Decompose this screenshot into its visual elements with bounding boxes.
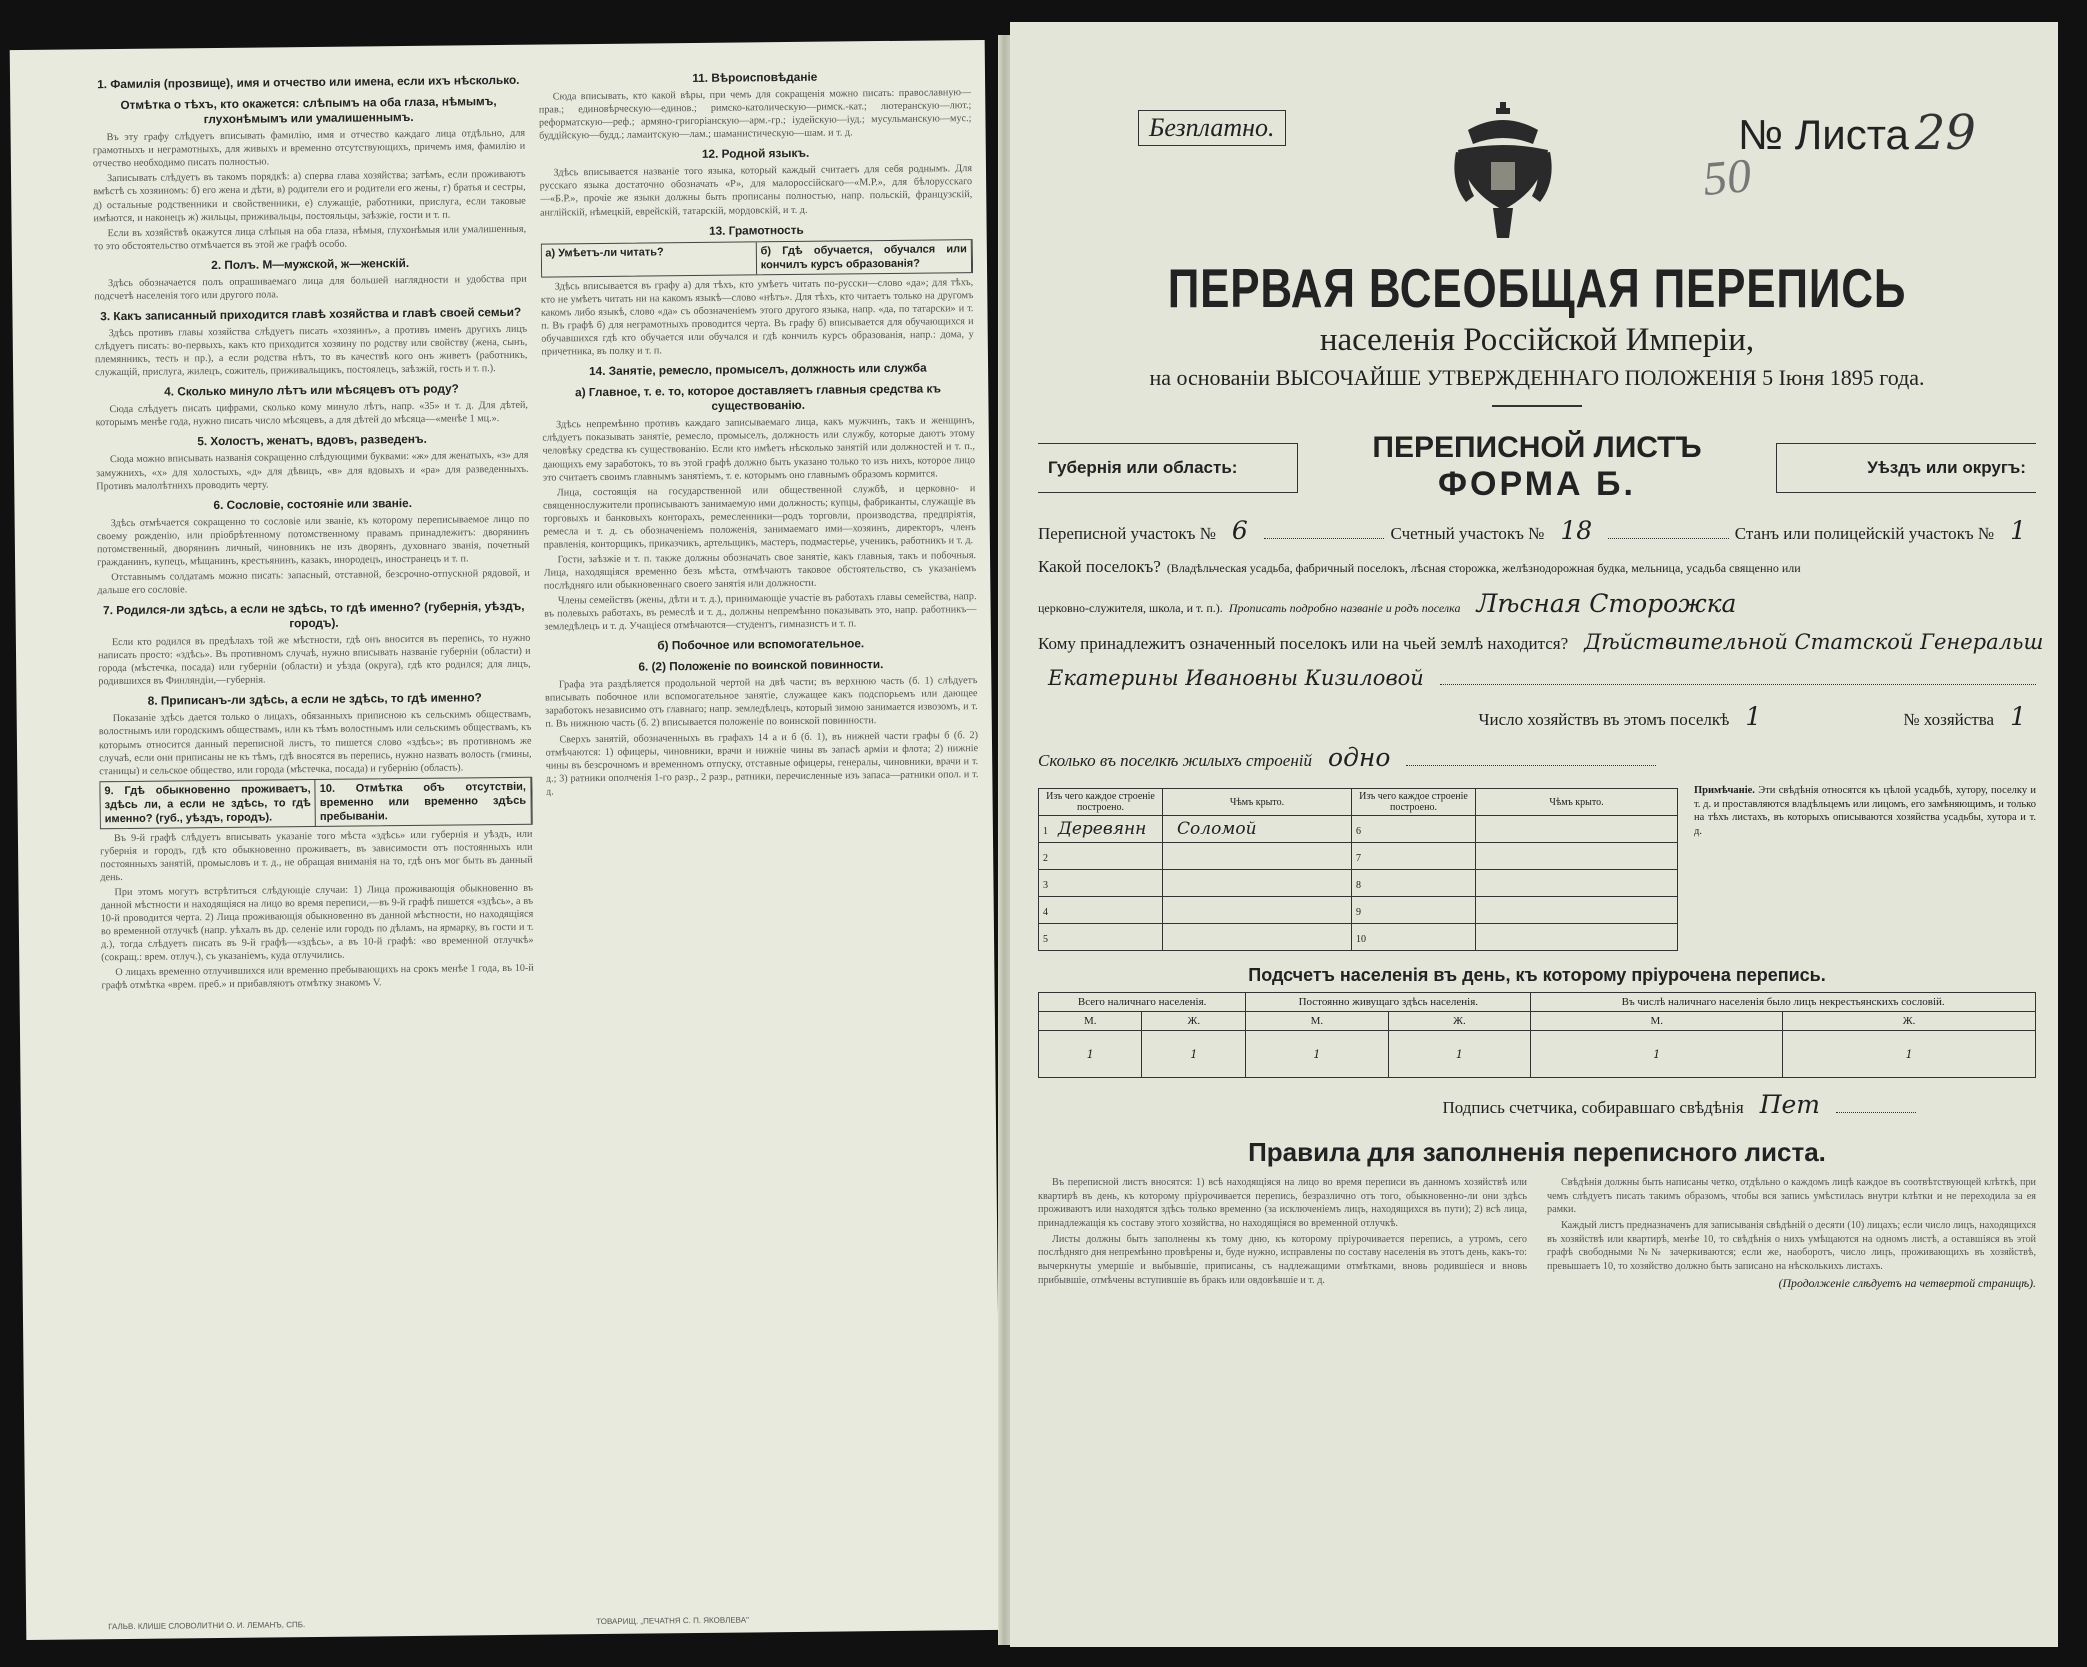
- rules-column-1: Въ переписной листъ вносятся: 1) всѣ находящіяся на лицо во время переписи въ данномъ хозяйствѣ или квартирѣ въ день, къ которому пріурочивается перепись, безразлично отъ того, обыкновенно-ли они здѣсь проживаютъ или находятся здѣсь только временно (за исключеніемъ лицъ, находящихся въ пути); 2) всѣ лица, принадлежащія къ составу этого хозяйства, но находящіяся во временной отлучкѣ. Листы должны быть заполнены къ тому дню, къ которому пріурочивается перепись, а утромъ, сего послѣдняго дня непремѣнно провѣрены и, буде нужно, исправлены по составу населенія въ этотъ день, какъ-то: вычеркнуты умершіе и выбывшіе, приписаны, съ надлежащими отмѣтками, вновь родившіеся и вновь прибывшіе, отмѣчены вступившіе въ бракъ или овдовѣвшіе и т. д.: [1038, 1177, 1527, 1286]
- building-material-hand: Деревянн: [1058, 819, 1147, 839]
- note-block: [1694, 784, 2036, 951]
- sections-9-10-header: [99, 776, 532, 829]
- building-material-hand: [1048, 846, 1068, 866]
- section-10-heading: 10. Отмѣтка объ отсутствіи, временно или временно здѣсь пребываніи.: [316, 777, 532, 825]
- areas-line: [1038, 516, 2036, 545]
- census-title: ПЕРВАЯ ВСЕОБЩАЯ ПЕРЕПИСЬ: [1167, 257, 1907, 319]
- settlement-hint-1: (Владѣльческая усадьба, фабричный поселокъ, лѣсная сторожка, желѣзнодорожная будка, мельница, усадьба священно или: [1166, 561, 1801, 575]
- buildings-row: [1039, 924, 1678, 951]
- owner-label: Кому принадлежитъ означенный поселокъ или на чьей землѣ находится?: [1038, 634, 1569, 653]
- continued-note: (Продолженіе слѣдуетъ на четвертой страницѣ).: [1778, 1275, 2036, 1290]
- left-column-2: 11. Вѣроисповѣданіе Сюда вписывать, кто какой вѣры, при чемъ для сокращенія можно писать: православную—прав.; единовѣрческую—единов.; римско-католическую—римск.-кат.; лютеранскую—лют.; реформатскую—реф.; армяно-григоріанскую—арм.-гр.; іудейскую—іуд.; мусульманскую—мус.; буддійскую—будд.; ламаитскую—лам.; шаманистическую—шам. и т. д. 12. Родной языкъ. Здѣсь вписывается названіе того языка, который каждый считаетъ для себя роднымъ. Для русскаго языка достаточно обозначать «Р», для малороссійскаго—«М.Р.», для бѣлорусскаго—«Б.Р.», прочіе же языки должны быть прописаны полностью, напр. польскій, французскій, англійскій, нѣмецкій, еврейскій, татарскій, мордовскій, и т. д. 13. Грамотность а) Умѣетъ-ли читать? б) Гдѣ обучается, обучался или кончилъ курсъ образованія? Здѣсь вписывается въ графу а) для тѣхъ, кто умѣетъ читать по-русски—слово «да»; для тѣхъ, кто не умѣетъ читать ни на какомъ языкѣ—слово «нѣтъ». Для тѣхъ, кто читаетъ только на другомъ какомъ либо языкѣ, слово «да» съ обозначеніемъ этого другого языка, напр. «да, по татарски» и т. п. Въ графѣ б) для неграмотныхъ проводится черта. Въ графу б) вписывается для обучающихся и обучавшихся гдѣ кто обучается или обучался и гдѣ кончилъ курсъ образованія, напр.: дома, у причетника, въ полку и т. п. 14. Занятіе, ремесло, промыселъ, должность или служба а) Главное, т. е. то, которое доставляетъ главныя средства къ существованію. Здѣсь непремѣнно противъ каждаго записываемаго лица, какъ мужчинъ, такъ и женщинъ, слѣдуетъ показывать занятіе, ремесло, промыселъ, должность или службу, которые даютъ этому человѣку средства къ существованію. Если кто имѣетъ нѣсколько занятій или должностей и т. п., дающихъ ему заработокъ, то въ этой графѣ должно быть указано только то изъ нихъ, которое лицо это считаетъ своимъ главнымъ занятіемъ, т. е. которымъ оно главнымъ образомъ кормится. Лица, состоящія на государственной или общественной службѣ, и церковно- и священнослужители прописываютъ занимаемую ими должность; купцы, фабриканты, служащіе въ торговыхъ и банковыхъ конторахъ, ремесленники—родъ торговли, производства, предпріятія, ремесла и т. д. съ обозначеніемъ положенія, занимаемаго ими—хозяинъ, директоръ, членъ правленія, конторщикъ, приказчикъ, артельщикъ, мастеръ, подмастерье, ученикъ, работникъ и т. д. Гости, заѣзжіе и т. п. также должны обозначать свое занятіе, какъ главныя, такъ и побочныя. Лица, находящіяся временно безъ мѣста, отмѣчаютъ таковое обстоятельство, съ указаніемъ послѣдняго или обыкновеннаго своего занятія или должности. Члены семействъ (жены, дѣти и т. д.), принимающіе участіе въ работахъ главы семейства, напр. въ полевыхъ работахъ, въ ремеслѣ и т. д., должны непремѣнно показывать это, напр. работникъ—земледѣлецъ и т. д. Учащіеся отмѣчаются—студентъ, гимназистъ и т. п. б) Побочное или вспомогательное. 6. (2) Положеніе по воинской повинности. Графа эта раздѣляется продольной чертой на двѣ части; въ верхнюю часть (б. 1) слѣдуетъ вписывать побочное или вспомогательное занятіе, служащее какъ подспорьемъ или дающее заработокъ независимо отъ главнаго; напр. земледѣлецъ, который зимою занимается извозомъ, и т. п. Въ нижнюю часть (б. 2) вписывается положеніе по воинской повинности. Сверхъ занятій, обозначенныхъ въ графахъ 14 а и б (б. 1), въ нижней части графы б (б. 2) отмѣчаются: 1) офицеры, чиновники, врачи и нижніе чины въ запасѣ арміи и флота; 2) нижніе чины въ безсрочномъ и временномъ отпуску, отставные офицеры, генералы, чиновники, врачи и т. д.; 3) ратники ополченія 1-го разр., 2 разр., ратники, перечисленные изъ запаса—ратники опол. и т. д.: [538, 69, 979, 798]
- building-material-hand: [1361, 900, 1381, 920]
- building-material-cell: [1352, 897, 1476, 924]
- settlement-line: [1038, 557, 2036, 577]
- header-row: [1038, 40, 2036, 220]
- section-11-heading: 11. Вѣроисповѣданіе: [692, 69, 818, 86]
- building-roof-cell: [1476, 843, 1678, 870]
- building-material-cell: [1352, 924, 1476, 951]
- form-header: [1038, 431, 2036, 504]
- owner-line: [1038, 630, 2044, 654]
- signature-line: [1038, 1090, 1916, 1119]
- household-no-label: № хозяйства: [1903, 710, 1995, 729]
- owner-value-2: Екатерины Ивановны Кизиловой: [1048, 666, 1424, 690]
- settlement-hint-2: церковно-служителя, школа, и т. п.).: [1038, 601, 1223, 615]
- households-line: [1038, 702, 2036, 731]
- form-name: ФОРМА Б.: [1438, 465, 1636, 503]
- settlement-label: Какой поселокъ?: [1038, 557, 1161, 576]
- note-text: Эти свѣдѣнія относятся къ цѣлой усадьбѣ, хутору, поселку и т. д. и проставляются владѣльцемъ или лицомъ, его замѣняющимъ, и только на тѣхъ листахъ, въ которыхъ описываются хозяйства усадьбы, хутора и т. д.: [1694, 785, 2037, 837]
- male-count: 1: [1039, 1031, 1142, 1078]
- section-14-a: а) Главное, т. е. то, которое доставляетъ главныя средства къ существованію.: [575, 381, 942, 414]
- section-13-subheader: [540, 239, 973, 278]
- building-roof-cell: [1163, 870, 1352, 897]
- building-number: 1: [1043, 826, 1048, 837]
- rules-columns: [1038, 1176, 2036, 1294]
- building-roof-cell: [1163, 924, 1352, 951]
- household-no-value: 1: [2010, 702, 2026, 731]
- building-roof-cell: [1476, 897, 1678, 924]
- population-col-head: Постоянно живущаго здѣсь населенія.: [1246, 993, 1531, 1012]
- buildings-row: [1039, 843, 1678, 870]
- building-material-cell: [1039, 816, 1163, 843]
- section-1-heading: 1. Фамилія (прозвище), имя и отчество или имена, если ихъ нѣсколько.: [97, 72, 520, 92]
- section-7-heading: 7. Родился-ли здѣсь, а если не здѣсь, то гдѣ именно? (губернія, уѣздъ, городъ).: [103, 598, 525, 631]
- building-material-value: [1480, 846, 1500, 866]
- building-number: 6: [1356, 826, 1361, 837]
- building-material-cell: [1039, 897, 1163, 924]
- province-field: Губернія или область:: [1038, 443, 1298, 493]
- households-value: 1: [1745, 702, 1762, 731]
- section-13-heading: 13. Грамотность: [708, 222, 804, 238]
- building-material-value: [1480, 927, 1500, 947]
- building-material-value: [1167, 927, 1187, 947]
- pencil-number: 50: [1700, 149, 1754, 206]
- female-count: 1: [1142, 1031, 1246, 1078]
- buildings-col-material: Изъ чего каждое строеніе построено.: [1039, 789, 1163, 816]
- section-14-heading: 14. Занятіе, ремесло, промыселъ, должность или служба: [588, 360, 927, 379]
- dwellings-line: [1038, 743, 2036, 772]
- male-label: М.: [1039, 1012, 1142, 1031]
- building-number: 9: [1356, 907, 1361, 918]
- settlement-line-2: [1038, 589, 2036, 618]
- section-2-heading: 2. Полъ. М—мужской, ж—женскій.: [211, 255, 410, 272]
- building-roof-cell: [1476, 870, 1678, 897]
- buildings-col-material-2: Изъ чего каждое строеніе построено.: [1352, 789, 1476, 816]
- building-material-hand: [1366, 927, 1386, 947]
- population-title: Подсчетъ населенія въ день, къ которому пріурочена перепись.: [1248, 965, 1826, 985]
- section-1-note: Отмѣтка о тѣхъ, кто окажется: слѣпымъ на оба глаза, нѣмымъ, глухонѣмымъ или умалишеннымъ.: [120, 94, 497, 127]
- building-material-value: [1167, 846, 1187, 866]
- police-value: 1: [2010, 516, 2027, 545]
- population-heads: [1039, 993, 2036, 1012]
- section-3-heading: 3. Какъ записанный приходится главѣ хозяйства и главѣ своей семьи?: [100, 304, 522, 324]
- section-14-b: б) Побочное или вспомогательное.: [657, 636, 865, 653]
- sheet-number: [1738, 105, 1976, 161]
- settlement-hint-3: Прописать подробно названіе и родъ поселка: [1228, 601, 1461, 615]
- rules-column-2: Свѣдѣнія должны быть написаны четко, отдѣльно о каждомъ лицѣ каждое въ соотвѣтствующей клѣткѣ, при чемъ слѣдуетъ писать такимъ образомъ, чтобы вся запись умѣстилась внутри клѣтки и не переходила за ея рамки. Каждый листъ предназначенъ для записыванія свѣдѣній о десяти (10) лицахъ; если число лицъ, находящихся въ хозяйствѣ или квартирѣ, менѣе 10, то свѣдѣнія о нихъ умѣщаются на одномъ листѣ, а оставшіяся въ этой графѣ свободными №№ зачеркиваются; если же, наоборотъ, число лицъ, проживающихъ въ хозяйствѣ, превышаетъ 10, то хозяйство должно быть записано на нѣсколькихъ листахъ. (Продолженіе слѣдуетъ на четвертой страницѣ).: [1547, 1177, 2036, 1290]
- building-roof-cell: [1163, 816, 1352, 843]
- page-fold: [998, 35, 1010, 1645]
- building-material-hand: [1361, 819, 1381, 839]
- dwellings-label: Сколько въ поселкѣ жилыхъ строеній: [1038, 751, 1313, 770]
- count-area-label: Счетный участокъ №: [1390, 524, 1545, 543]
- census-basis: на основаніи ВЫСОЧАЙШЕ УТВЕРЖДЕННАГО ПОЛОЖЕНІЯ 5 Іюня 1895 года.: [1149, 365, 1925, 390]
- building-number: 3: [1043, 880, 1048, 891]
- building-material-cell: [1039, 870, 1163, 897]
- buildings-row: [1039, 870, 1678, 897]
- female-count: 1: [1783, 1031, 2036, 1078]
- owner-line-2: [1038, 666, 2036, 690]
- section-13-a: а) Умѣетъ-ли читать?: [541, 242, 757, 276]
- note-label: Примѣчаніе.: [1694, 785, 1755, 796]
- owner-value-1: Дѣйствительной Статской Генеральш: [1584, 630, 2044, 654]
- building-material-hand: [1361, 873, 1381, 893]
- census-subtitle: населенія Россійской Имперіи,: [1319, 322, 1755, 358]
- female-label: Ж.: [1783, 1012, 2036, 1031]
- buildings-col-roof-2: Чѣмъ крыто.: [1476, 789, 1678, 816]
- building-material-hand: [1048, 927, 1068, 947]
- male-count: 1: [1531, 1031, 1783, 1078]
- buildings-body: [1039, 816, 1678, 951]
- building-material-hand: [1048, 873, 1068, 893]
- building-material-cell: [1039, 843, 1163, 870]
- sheet-number-label: № Листа: [1738, 111, 1909, 158]
- building-material-cell: [1039, 924, 1163, 951]
- settlement-value: Лѣсная Сторожка: [1476, 589, 1737, 618]
- building-number: 8: [1356, 880, 1361, 891]
- population-table: [1038, 992, 2036, 1078]
- households-label: Число хозяйствъ въ этомъ поселкѣ: [1478, 710, 1730, 729]
- buildings-section: [1038, 784, 2036, 951]
- sheet-number-value: 29: [1914, 105, 1976, 161]
- form-title-block: [1372, 431, 1701, 504]
- female-count: 1: [1388, 1031, 1531, 1078]
- female-label: Ж.: [1388, 1012, 1531, 1031]
- police-label: Станъ или полицейскій участокъ №: [1734, 524, 1995, 543]
- section-5-heading: 5. Холостъ, женатъ, вдовъ, разведенъ.: [197, 432, 427, 449]
- left-column-1: 1. Фамилія (прозвище), имя и отчество или имена, если ихъ нѣсколько. Отмѣтка о тѣхъ, кто окажется: слѣпымъ на оба глаза, нѣмымъ, глухонѣмымъ или умалишеннымъ. Въ эту графу слѣдуетъ вписывать фамилію, имя и отчество каждаго лица отдѣльно, для грамотныхъ и неграмотныхъ, для живыхъ и временно отсутствующихъ, причемъ имя, фамилію и отчество необходимо писать полностью. Записывать слѣдуетъ въ такомъ порядкѣ: а) сперва глава хозяйства; затѣмъ, если проживаютъ вмѣстѣ съ хозяиномъ: б) его жена и дѣти, в) родители его и родители его жены, г) братья и сестры, д) остальные родственники и свойственники, е) служащіе, работники, прислуга, если таковые имѣются, и наконецъ ж) жильцы, приживальцы, постояльцы, заѣзжіе, гости и т. п. Если въ хозяйствѣ окажутся лица слѣпыя на оба глаза, нѣмыя, глухонѣмыя или умалишенныя, то это обстоятельство отмѣчается въ этой же графѣ особо. 2. Полъ. М—мужской, ж—женскій. Здѣсь обозначается полъ опрашиваемаго лица для большей наглядности и удобства при подсчетѣ населенія того или другого пола. 3. Какъ записанный приходится главѣ хозяйства и главѣ своей семьи? Здѣсь противъ главы хозяйства слѣдуетъ писать «хозяинъ», а противъ именъ другихъ лицъ слѣдуетъ писать: во-первыхъ, какъ кто приходится хозяину по родству или свойству (жена, сынъ, племянникъ, тесть и пр.), а если родства нѣтъ, то въ качествѣ кого онъ живетъ (работникъ, служащій, прислуга, жилецъ, сожитель, приживальщикъ, постоялецъ, заѣзжій, гость и т. п.). 4. Сколько минуло лѣтъ или мѣсяцевъ отъ роду? Сюда слѣдуетъ писать цифрами, сколько кому минуло лѣтъ, напр. «35» и т. д. Для дѣтей, которымъ менѣе года, нужно писать число мѣсяцевъ, а для дѣтей до мѣсяца—«менѣе 1 мц.». 5. Холостъ, женатъ, вдовъ, разведенъ. Сюда можно вписывать названія сокращенно слѣдующими буквами: «ж» для женатыхъ, «з» для замужнихъ, «х» для холостыхъ, «д» для дѣвицъ, «в» для вдовыхъ и «ра» для разведенныхъ. Противъ малолѣтнихъ проводить черту. 6. Сословіе, состояніе или званіе. Здѣсь отмѣчается сокращенно то сословіе или званіе, къ которому переписываемое лицо по своему рожденію, или пріобрѣтенному потомственному правамъ принадлежитъ: дворянинъ потомственный, дворянинъ личный, чиновникъ не изъ дворянъ, духовнаго званія, почетный гражданинъ, купецъ, мѣщанинъ, крестьянинъ, казакъ, инородецъ, иностранецъ и т. п. Отставнымъ солдатамъ можно писать: запасный, отставной, безсрочно-отпускной рядовой, и дальше его сословіе. 7. Родился-ли здѣсь, а если не здѣсь, то гдѣ именно? (губернія, уѣздъ, городъ). Если кто родился въ предѣлахъ той же мѣстности, гдѣ онъ вносится въ перепись, то нужно написать просто: «здѣсь». Въ противномъ случаѣ, нужно вписывать названіе губерніи (области) и города (мѣстечка, посада) или губерніи (области) и уѣзда (округа), гдѣ кто родился; для лицъ, родившихся въ Финляндіи,—губернія. 8. Приписанъ-ли здѣсь, а если не здѣсь, то гдѣ именно? Показаніе здѣсь дается только о лицахъ, обязанныхъ приписною къ сельскимъ обществамъ, волостнымъ или городскимъ обществамъ, или къ тѣмъ волостнымъ или сельскимъ обществамъ, къ которымъ относится данный переписной листъ, то пишется слово «здѣсь»; въ противномъ же случаѣ, если они приписаны не къ тѣмъ, гдѣ вносятся въ перепись, нужно назвать волость (гмины, станицы) и сельское общество, или города (мѣстечка, посада) и губернію (область). 9. Гдѣ обыкновенно проживаетъ, здѣсь ли, а если не здѣсь, то гдѣ именно? (губ., уѣздъ, городъ). 10. Отмѣтка объ отсутствіи, временно или временно здѣсь пребываніи. Въ 9-й графѣ слѣдуетъ вписывать указаніе того мѣста «здѣсь» или губернія и уѣздъ, или губернія и городъ, гдѣ кто обыкновенно проживаетъ, въ зависимости отъ постоянныхъ или постоянныхъ занятій, промысловъ и т. д., не обращая вниманія на то, гдѣ онъ мог быть въ данный день. При этомъ могутъ встрѣтиться слѣдующіе случаи: 1) Лица проживающія обыкновенно въ данной мѣстности и находящіяся на лицо во время переписи,—въ 9-й графѣ пишется «здѣсь», а въ 10-й проводится черта. 2) Лица проживающія обыкновенно въ данной мѣстности, но находящіяся во временной отлучкѣ (напр. уѣхалъ въ др. селеніе или городъ по дѣламъ, на ярмарку, въ гости и т. д.), тогда слѣдуетъ писать въ 9-й графѣ—«здѣсь», а въ 10-й графѣ: «во временной отлучкѣ» (сокращ.: врем. отлуч.), съ указаніемъ, куда отлучились. О лицахъ временно отлучившихся или временно пребывающихъ на срокъ менѣе 1 года, въ 10-й графѣ отмѣтка «врем. преб.» и прибавляютъ отмѣтку знакомъ V.: [92, 72, 534, 992]
- population-col-head: Всего наличнаго населенія.: [1039, 993, 1246, 1012]
- count-area-value: 18: [1560, 516, 1593, 545]
- building-material-value: Соломой: [1177, 819, 1257, 839]
- signature-label: Подпись счетчика, собиравшаго свѣдѣнія: [1442, 1098, 1744, 1117]
- building-roof-cell: [1163, 843, 1352, 870]
- building-material-value: [1480, 819, 1500, 839]
- rules-title: Правила для заполненія переписного листа.: [1248, 1137, 1826, 1167]
- building-number: 10: [1356, 934, 1366, 945]
- census-area-value: 6: [1231, 516, 1248, 545]
- buildings-table: [1038, 788, 1678, 951]
- male-label: М.: [1246, 1012, 1388, 1031]
- building-number: 5: [1043, 934, 1048, 945]
- building-roof-cell: [1476, 924, 1678, 951]
- divider: [1492, 405, 1582, 407]
- building-number: 4: [1043, 907, 1048, 918]
- buildings-col-roof: Чѣмъ крыто.: [1163, 789, 1352, 816]
- building-material-cell: [1352, 843, 1476, 870]
- section-9-heading: 9. Гдѣ обыкновенно проживаетъ, здѣсь ли, а если не здѣсь, то гдѣ именно? (губ., уѣздъ, городъ).: [100, 780, 316, 828]
- population-values: [1039, 1031, 2036, 1078]
- district-field: Уѣздъ или округъ:: [1776, 443, 2036, 493]
- building-number: 7: [1356, 853, 1361, 864]
- section-8-heading: 8. Приписанъ-ли здѣсь, а если не здѣсь, то гдѣ именно?: [147, 690, 482, 709]
- signature-value: Пет: [1759, 1090, 1820, 1119]
- population-col-head: Въ числѣ наличнаго населенія было лицъ некрестьянскихъ сословій.: [1531, 993, 2036, 1012]
- male-label: М.: [1531, 1012, 1783, 1031]
- free-label: Безплатно.: [1138, 110, 1286, 146]
- buildings-row: [1039, 897, 1678, 924]
- section-13-b: б) Гдѣ обучается, обучался или кончилъ курсъ образованія?: [757, 240, 973, 274]
- left-page: [10, 40, 1002, 1640]
- population-sex-labels: [1039, 1012, 2036, 1031]
- section-12-heading: 12. Родной языкъ.: [701, 146, 810, 162]
- left-imprint: ГАЛЬВ. КЛИШЕ СЛОВОЛИТНИ О. И. ЛЕМАНЪ, СПБ.: [108, 1620, 306, 1632]
- building-material-hand: [1048, 900, 1068, 920]
- building-material-cell: [1352, 816, 1476, 843]
- building-number: 2: [1043, 853, 1048, 864]
- buildings-row: [1039, 816, 1678, 843]
- building-roof-cell: [1163, 897, 1352, 924]
- section-4-heading: 4. Сколько минуло лѣтъ или мѣсяцевъ отъ роду?: [164, 381, 459, 399]
- building-material-value: [1167, 900, 1187, 920]
- building-material-cell: [1352, 870, 1476, 897]
- building-material-hand: [1361, 846, 1381, 866]
- right-page: [1010, 22, 2058, 1647]
- building-roof-cell: [1476, 816, 1678, 843]
- imperial-eagle-emblem: [1448, 100, 1558, 250]
- female-label: Ж.: [1142, 1012, 1246, 1031]
- building-material-value: [1480, 900, 1500, 920]
- census-area-label: Переписной участокъ №: [1038, 524, 1216, 543]
- center-imprint: ТОВАРИЩ. „ПЕЧАТНЯ С. П. ЯКОВЛЕВА": [596, 1615, 749, 1627]
- building-material-value: [1480, 873, 1500, 893]
- form-title: ПЕРЕПИСНОЙ ЛИСТЪ: [1372, 431, 1702, 464]
- section-15-heading: 6. (2) Положеніе по воинской повинности.: [638, 657, 884, 674]
- section-6-heading: 6. Сословіе, состояніе или званіе.: [213, 495, 413, 512]
- dwellings-value: одно: [1328, 743, 1391, 772]
- male-count: 1: [1246, 1031, 1388, 1078]
- building-material-value: [1167, 873, 1187, 893]
